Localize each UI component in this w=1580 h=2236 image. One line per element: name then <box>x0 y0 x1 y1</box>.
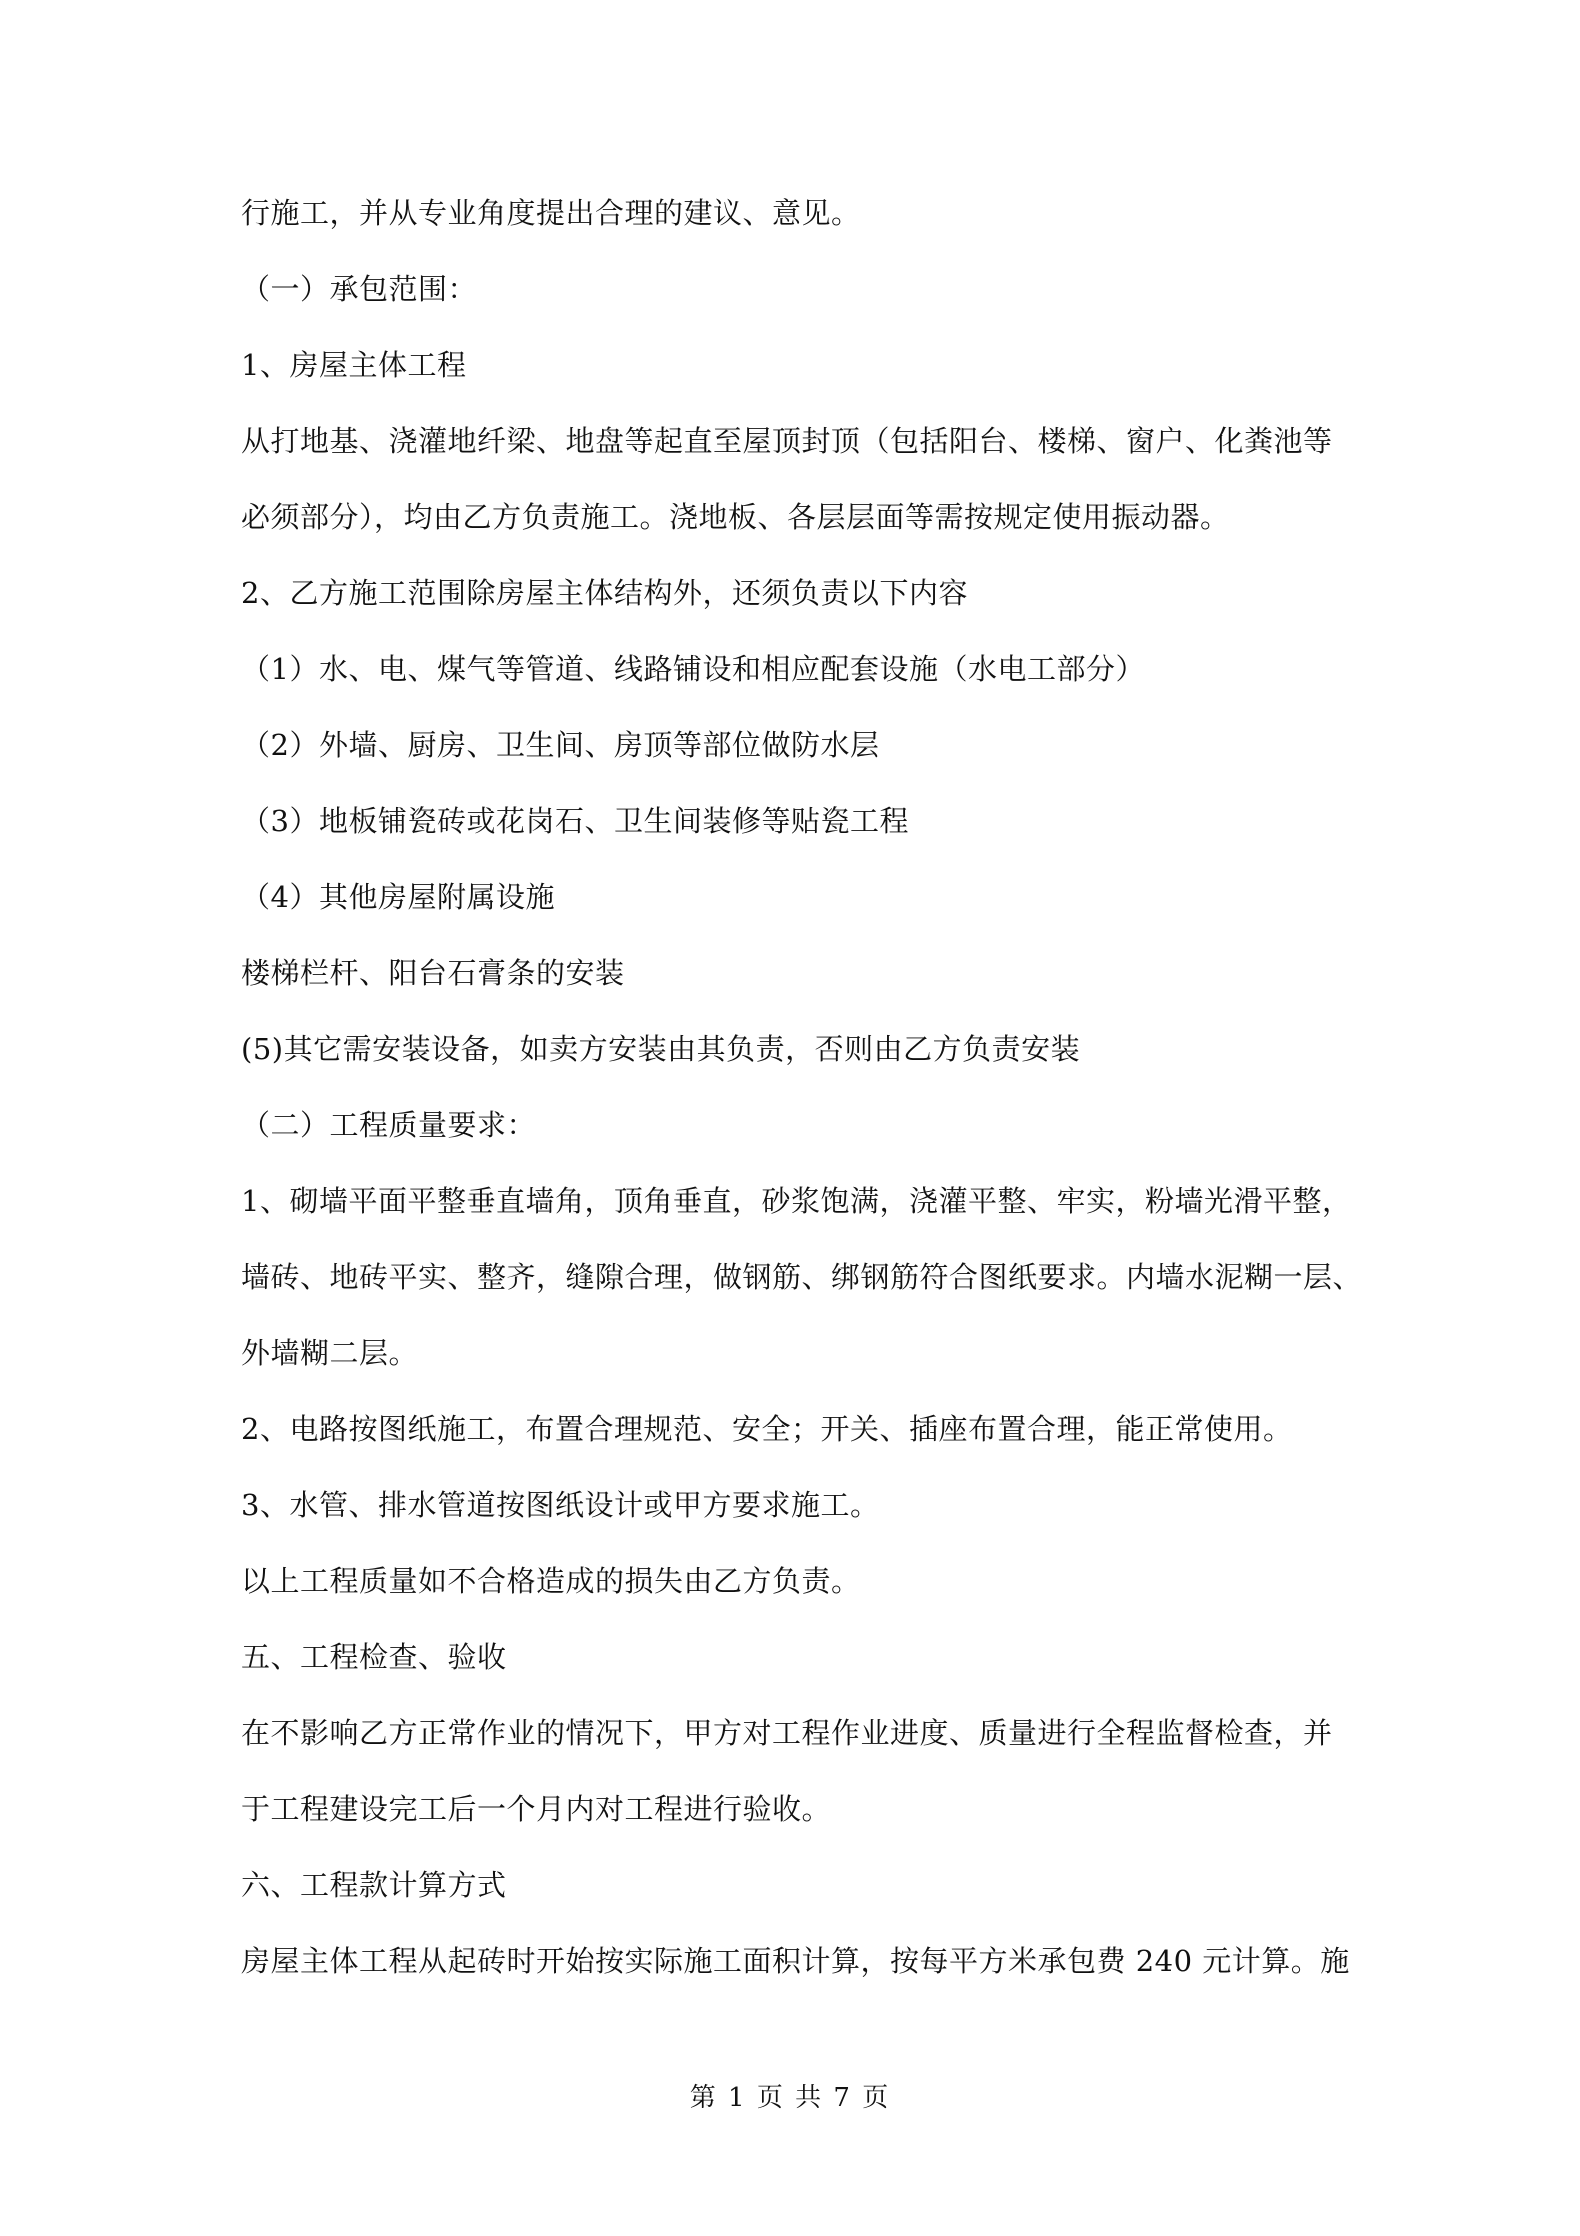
text-line: 1、砌墙平面平整垂直墙角，顶角垂直，砂浆饱满，浇灌平整、牢实，粉墙光滑平整， <box>241 1184 1352 1218</box>
page-number-footer: 第 1 页 共 7 页 <box>689 2083 891 2113</box>
text-line: 2、乙方施工范围除房屋主体结构外，还须负责以下内容 <box>241 576 968 610</box>
text-line: 楼梯栏杆、阳台石膏条的安装 <box>241 956 625 990</box>
section-heading: 五、工程检查、验收 <box>241 1640 507 1674</box>
text-line: 从打地基、浇灌地纤梁、地盘等起直至屋顶封顶（包括阳台、楼梯、窗户、化粪池等 <box>241 424 1333 458</box>
text-line: 2、电路按图纸施工，布置合理规范、安全；开关、插座布置合理，能正常使用。 <box>241 1412 1293 1446</box>
text-line: 以上工程质量如不合格造成的损失由乙方负责。 <box>241 1564 861 1598</box>
text-line: （3）地板铺瓷砖或花岗石、卫生间装修等贴瓷工程 <box>241 804 909 838</box>
text-line: 1、房屋主体工程 <box>241 348 467 382</box>
text-line: 在不影响乙方正常作业的情况下，甲方对工程作业进度、质量进行全程监督检查，并 <box>241 1716 1333 1750</box>
text-line: 必须部分），均由乙方负责施工。浇地板、各层层面等需按规定使用振动器。 <box>241 500 1230 534</box>
text-line: 墙砖、地砖平实、整齐，缝隙合理，做钢筋、绑钢筋符合图纸要求。内墙水泥糊一层、 <box>241 1260 1363 1294</box>
text-line: 行施工，并从专业角度提出合理的建议、意见。 <box>241 196 861 230</box>
text-line: (5)其它需安装设备，如卖方安装由其负责，否则由乙方负责安装 <box>241 1032 1081 1066</box>
text-line: 于工程建设完工后一个月内对工程进行验收。 <box>241 1792 832 1826</box>
text-line: （二）工程质量要求： <box>241 1108 537 1142</box>
text-line: （2）外墙、厨房、卫生间、房顶等部位做防水层 <box>241 728 880 762</box>
text-line: 房屋主体工程从起砖时开始按实际施工面积计算，按每平方米承包费 240 元计算。施 <box>241 1944 1350 1978</box>
text-line: 外墙糊二层。 <box>241 1336 419 1370</box>
text-line: 3、水管、排水管道按图纸设计或甲方要求施工。 <box>241 1488 880 1522</box>
text-line: （1）水、电、煤气等管道、线路铺设和相应配套设施（水电工部分） <box>241 652 1145 686</box>
section-heading: 六、工程款计算方式 <box>241 1868 507 1902</box>
text-line: （4）其他房屋附属设施 <box>241 880 555 914</box>
text-line: （一）承包范围： <box>241 272 478 306</box>
